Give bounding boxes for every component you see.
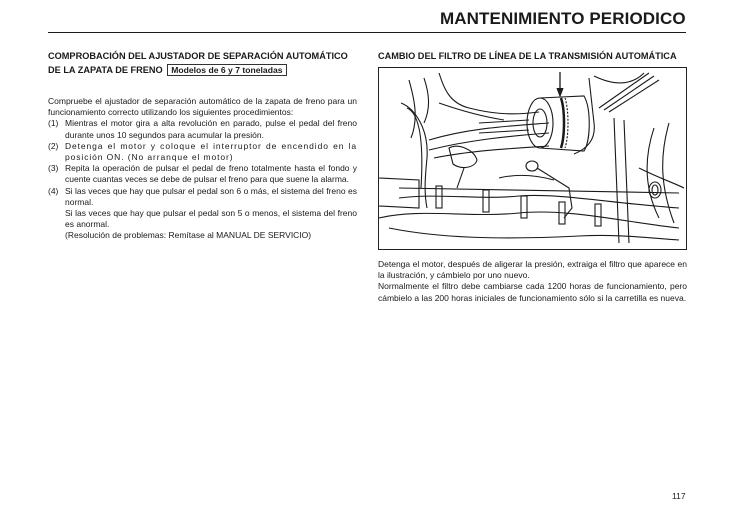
step-text: Mientras el motor gira a alta revolución en parado, pulse el pedal del freno durante unos 10 segundos para acumular la presión. [65,118,357,140]
procedure-step [48,118,357,140]
transmission-filter-section [378,49,687,304]
procedure-step [48,163,357,185]
brake-adjuster-section [48,49,357,242]
heading-line-1: COMPROBACIÓN DEL AJUSTADOR DE SEPARACIÓN AUTOMÁTICO [48,51,348,61]
step-text: Detenga el motor y coloque el interruptor de encendido en la posición ON. (No arranque el motor) [65,140,357,163]
step-number: (3) [48,163,59,174]
step-number: (2) [48,140,59,151]
heading-line-2: DE LA ZAPATA DE FRENO [48,65,163,75]
step-text: Repita la operación de pulsar el pedal de freno totalmente hasta el fondo y cuente cuantas veces se debe de pulsar el freno para que suene la alarma. [65,163,357,185]
header-rule [48,32,686,33]
section-heading-brake [48,49,357,77]
filter-instructions: Detenga el motor, después de aligerar la presión, extraiga el filtro que aparece en la ilustración, y cámbielo por uno nuevo. [378,259,687,281]
step-text-troubleshooting: (Resolución de problemas: Remítase al MANUAL DE SERVICIO) [65,230,312,241]
page-title: MANTENIMIENTO PERIODICO [440,9,686,28]
step-text-abnormal: Si las veces que hay que pulsar el pedal son 5 o menos, el sistema del freno es anormal. [65,208,357,230]
procedure-step [48,141,357,163]
procedure-step [48,186,357,242]
transmission-filter-illustration [378,67,687,250]
step-number: (4) [48,185,59,196]
section-heading-filter: CAMBIO DEL FILTRO DE LÍNEA DE LA TRANSMISIÓN AUTOMÁTICA [378,51,677,61]
filter-interval: Normalmente el filtro debe cambiarse cada 1200 horas de funcionamiento, pero cámbielo a las 200 horas iniciales de funcionamiento sólo si la carretilla es nueva. [378,281,687,303]
page-number: 117 [672,491,686,501]
step-number: (1) [48,118,59,129]
model-badge: Modelos de 6 y 7 toneladas [167,64,286,76]
procedure-list [48,118,357,241]
engine-line-drawing-icon [379,68,687,250]
step-text: Si las veces que hay que pulsar el pedal son 6 o más, el sistema del freno es normal. [65,185,357,207]
intro-paragraph: Compruebe el ajustador de separación automático de la zapata de freno para un funcionamiento correcto utilizando los siguientes procedimientos: [48,96,357,118]
